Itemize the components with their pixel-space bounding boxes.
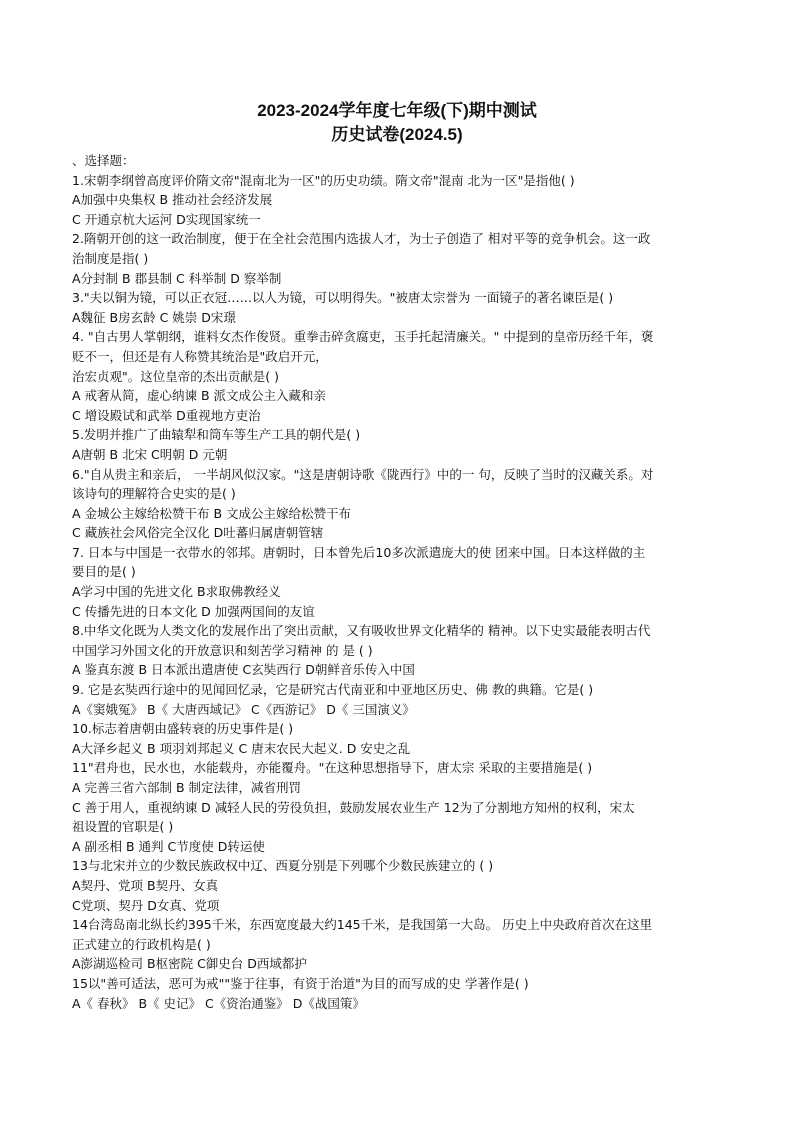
- question-11-options-ab: A 完善三省六部制 B 制定法律，减省刑罚: [72, 780, 302, 795]
- question-8-stem-cont: 中国学习外国文化的开放意识和刻苦学习精神 的 是 ( ): [72, 642, 373, 658]
- question-4-options-ab: A 戒奢从简，虚心纳谏 B 派文成公主入藏和亲: [72, 388, 327, 404]
- question-4-stem-cont: 贬不一，但还是有人称赞其统治是"政启开元，: [72, 348, 328, 364]
- question-15-stem: 15以"善可适法，恶可为戒""鉴于往事，有资于治道"为目的而写成的史 学著作是( ): [72, 975, 529, 991]
- question-14-stem: 14台湾岛南北纵长约395千米，东西宽度最大约145千米，是我国第一大岛。 历史上中央政府首次在这里: [72, 917, 653, 933]
- question-14-stem-cont: 正式建立的行政机构是( ): [72, 936, 211, 952]
- section-heading: 、选择题：: [72, 153, 135, 168]
- exam-title: 2023-2024学年度七年级(下)期中测试: [257, 101, 537, 120]
- question-2-stem-cont: 治制度是指( ): [72, 250, 149, 266]
- question-1-options-ab: A加强中央集权 B 推动社会经济发展: [72, 192, 273, 208]
- question-10-stem: 10.标志着唐朝由盛转衰的历史事件是( ): [72, 721, 294, 737]
- question-15-options: A《 春秋》 B《 史记》 C《资治通鉴》 D《战国策》: [72, 995, 365, 1011]
- question-2-options: A分封制 B 郡县制 C 科举制 D 察举制: [72, 270, 282, 286]
- question-8-stem: 8.中华文化既为人类文化的发展作出了突出贡献，又有吸收世界文化精华的 精神。以下史实最能表明古代: [72, 623, 651, 639]
- question-8-options: A 鉴真东渡 B 日本派出遣唐使 C玄奘西行 D朝鲜音乐传入中国: [72, 662, 415, 678]
- question-5-stem: 5.发明并推广了曲辕犁和筒车等生产工具的朝代是( ): [72, 427, 361, 443]
- question-1-stem: 1.宋朝李纲曾高度评价隋文帝"混南北为一区"的历史功绩。隋文帝"混南 北为一区"是指他( ): [72, 172, 575, 188]
- question-7-stem: 7. 日本与中国是一衣带水的邻邦。唐朝时，日本曾先后10多次派遣庞大的使 团来中国。日本这样做的主: [72, 544, 646, 560]
- question-1-options-cd: C 开通京杭大运河 D实现国家统一: [72, 211, 261, 227]
- question-6-options-ab: A 金城公主嫁给松赞干布 B 文成公主嫁给松赞干布: [72, 505, 352, 521]
- question-9-options: A《窦娥冤》 B《 大唐西域记》 C《西游记》 D《 三国演义》: [72, 701, 415, 717]
- question-13-stem: 13与北宋并立的少数民族政权中辽、西夏分别是下列哪个少数民族建立的 ( ): [72, 858, 494, 874]
- question-13-options-cd: C党项、契丹 D女真、党项: [72, 897, 220, 913]
- question-4-stem-cont2: 治宏贞观"。这位皇帝的杰出贡献是( ): [72, 368, 279, 384]
- question-4-options-cd: C 增设殿试和武举 D重视地方吏治: [72, 407, 261, 423]
- question-6-stem: 6."自从贵主和亲后， 一半胡风似汉家。"这是唐朝诗歌《陇西行》中的一 句，反映了当时的汉藏关系。对: [72, 466, 654, 482]
- question-12-stem-cont: 祖设置的官职是( ): [72, 819, 174, 835]
- question-3-options: A魏征 B房玄龄 C 姚崇 D宋璟: [72, 309, 236, 325]
- question-3-stem: 3."夫以铜为镜，可以正衣冠……以人为镜，可以明得失。"被唐太宗誉为 一面镜子的著名谏臣是( ): [72, 290, 614, 306]
- question-11-stem: 11"君舟也，民水也，水能载舟，亦能覆舟。"在这种思想指导下，唐太宗 采取的主要措施是( ): [72, 760, 593, 776]
- question-5-options: A唐朝 B 北宋 C明朝 D 元朝: [72, 446, 228, 462]
- question-10-options: A大泽乡起义 B 项羽刘邦起义 C 唐末农民大起义. D 安史之乱: [72, 740, 411, 756]
- question-12-options: A 副丞相 B 通判 C节度使 D转运使: [72, 838, 265, 854]
- question-11-options-cd: C 善于用人，重视纳谏 D 减轻人民的劳役负担，鼓励发展农业生产 12为了分割地方知州的权利，宋太: [72, 799, 635, 815]
- question-6-options-cd: C 藏族社会风俗完全汉化 D吐蕃归属唐朝管辖: [72, 525, 324, 541]
- question-14-options: A澎湖巡检司 B枢密院 C御史台 D西域都护: [72, 956, 307, 972]
- question-7-options-cd: C 传播先进的日本文化 D 加强两国间的友谊: [72, 603, 315, 619]
- exam-subtitle: 历史试卷(2024.5): [331, 125, 463, 144]
- question-7-options-ab: A学习中国的先进文化 B求取佛教经义: [72, 584, 281, 600]
- question-list: [72, 151, 722, 1013]
- question-7-stem-cont: 要目的是( ): [72, 564, 136, 580]
- question-2-stem: 2.隋朝开创的这一政治制度，便于在全社会范围内选拔人才，为士子创造了 相对平等的竞争机会。这一政: [72, 231, 651, 247]
- question-6-stem-cont: 该诗句的理解符合史实的是( ): [72, 486, 236, 502]
- question-4-stem: 4. "自古男人掌朝纲，谁料女杰作俊贤。重拳击碎贪腐吏，玉手托起清廉关。" 中提到的皇帝历经千年，褒: [72, 329, 654, 345]
- question-13-options-ab: A契丹、党项 B契丹、女真: [72, 877, 219, 893]
- question-9-stem: 9. 它是玄奘西行途中的见闻回忆录，它是研究古代南亚和中亚地区历史、佛 教的典籍。它是( ): [72, 682, 594, 698]
